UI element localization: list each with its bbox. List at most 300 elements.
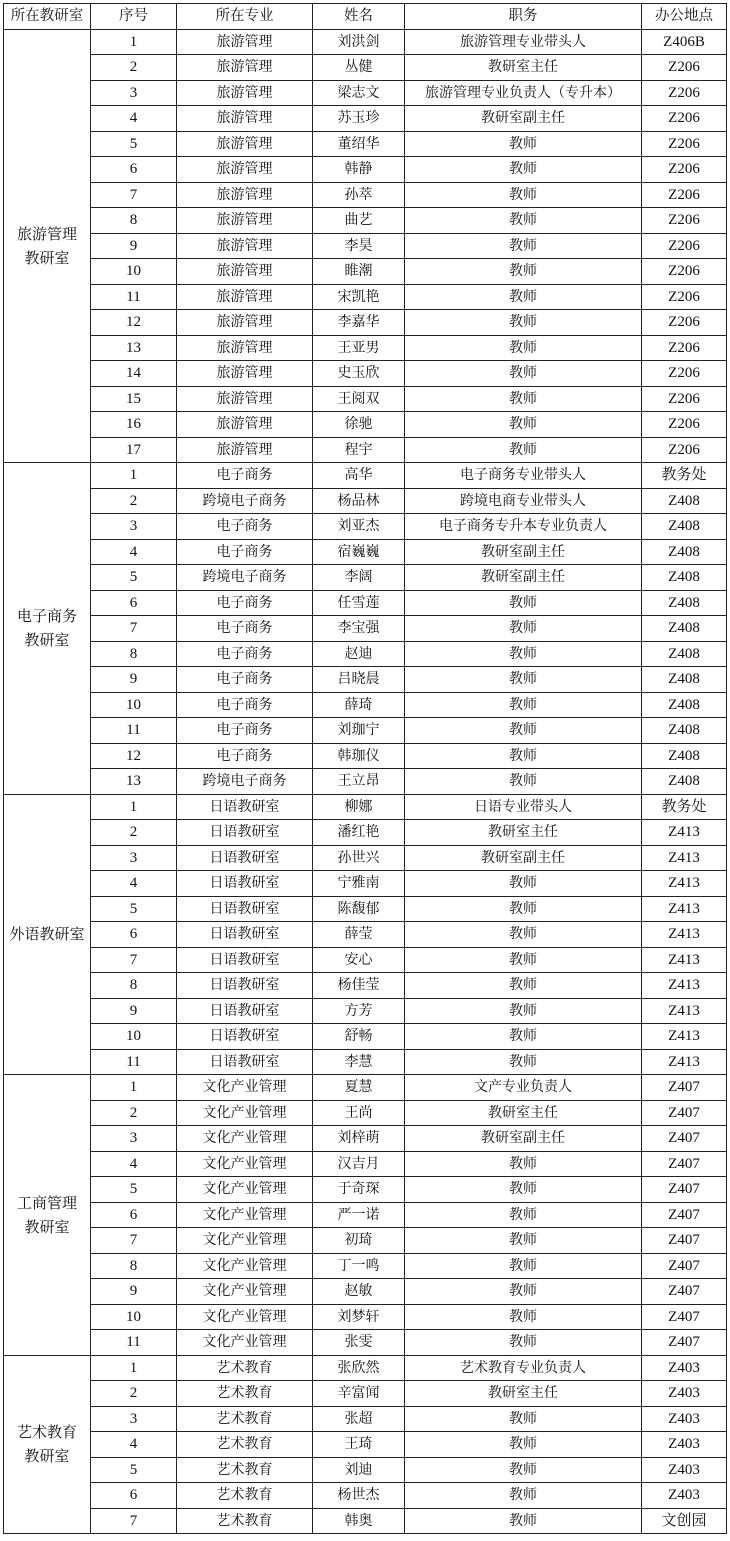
row-name: 安心 [313,947,405,973]
row-major: 艺术教育 [177,1381,313,1407]
row-name: 严一诺 [313,1202,405,1228]
department-label: 工商管理 [16,1193,77,1212]
row-office: Z413 [642,896,727,922]
table-row [4,437,727,463]
row-name: 高华 [313,463,405,489]
row-major: 日语教研室 [177,845,313,871]
row-name: 韩珈仪 [313,743,405,769]
row-major: 艺术教育 [177,1483,313,1509]
header-office: 办公地点 [642,4,727,30]
row-office: Z413 [642,922,727,948]
row-name: 李慧 [313,1049,405,1075]
row-position: 教师 [405,922,642,948]
row-number: 5 [91,565,177,591]
table-row [4,386,727,412]
table-row [4,259,727,285]
row-position: 教师 [405,1304,642,1330]
row-major: 旅游管理 [177,29,313,55]
row-position: 教师 [405,1279,642,1305]
row-name: 史玉欣 [313,361,405,387]
row-name: 丛健 [313,55,405,81]
row-name: 董绍华 [313,131,405,157]
row-number: 5 [91,1457,177,1483]
row-major: 旅游管理 [177,386,313,412]
row-major: 旅游管理 [177,361,313,387]
row-position: 教师 [405,1049,642,1075]
row-name: 李阔 [313,565,405,591]
row-number: 2 [91,55,177,81]
row-office: Z413 [642,947,727,973]
table-row [4,1100,727,1126]
table-row [4,794,727,820]
row-position: 日语专业带头人 [405,794,642,820]
row-major: 文化产业管理 [177,1304,313,1330]
row-name: 任雪莲 [313,590,405,616]
row-major: 文化产业管理 [177,1075,313,1101]
department-label: 教研室 [24,248,70,267]
row-number: 8 [91,973,177,999]
table-row [4,1432,727,1458]
table-row [4,743,727,769]
department-cell [4,1075,91,1356]
row-office: Z408 [642,641,727,667]
row-office: Z406B [642,29,727,55]
row-major: 旅游管理 [177,335,313,361]
row-name: 张雯 [313,1330,405,1356]
row-major: 文化产业管理 [177,1202,313,1228]
row-name: 孙萃 [313,182,405,208]
table-row [4,667,727,693]
row-major: 文化产业管理 [177,1330,313,1356]
row-office: Z413 [642,1024,727,1050]
row-number: 3 [91,845,177,871]
row-major: 文化产业管理 [177,1100,313,1126]
row-name: 潘红艳 [313,820,405,846]
row-position: 教师 [405,310,642,336]
row-position: 教师 [405,871,642,897]
table-row [4,1483,727,1509]
row-number: 4 [91,106,177,132]
row-name: 刘亚杰 [313,514,405,540]
table-row [4,1355,727,1381]
row-number: 9 [91,1279,177,1305]
row-office: 教务处 [642,463,727,489]
row-number: 6 [91,922,177,948]
row-name: 王琦 [313,1432,405,1458]
row-name: 夏慧 [313,1075,405,1101]
table-header [4,4,727,30]
row-major: 日语教研室 [177,1024,313,1050]
row-position: 教研室副主任 [405,845,642,871]
row-office: Z403 [642,1483,727,1509]
header-name: 姓名 [313,4,405,30]
staff-table [3,3,727,1534]
row-major: 文化产业管理 [177,1177,313,1203]
row-office: Z408 [642,514,727,540]
row-position: 教师 [405,1508,642,1534]
row-name: 薛琦 [313,692,405,718]
row-major: 旅游管理 [177,106,313,132]
department-label: 电子商务 [16,607,77,626]
row-major: 文化产业管理 [177,1151,313,1177]
row-major: 电子商务 [177,463,313,489]
table-row [4,514,727,540]
row-position: 教师 [405,284,642,310]
row-office: 文创园 [642,1508,727,1534]
table-row [4,769,727,795]
row-name: 程宇 [313,437,405,463]
row-number: 1 [91,463,177,489]
row-number: 11 [91,284,177,310]
row-office: Z206 [642,55,727,81]
department-label: 教研室 [24,1447,70,1466]
row-number: 5 [91,896,177,922]
row-office: Z408 [642,667,727,693]
row-position: 教师 [405,361,642,387]
row-name: 王尚 [313,1100,405,1126]
row-major: 日语教研室 [177,896,313,922]
row-position: 教师 [405,1330,642,1356]
row-office: Z413 [642,871,727,897]
row-office: Z206 [642,106,727,132]
table-row [4,871,727,897]
row-number: 9 [91,233,177,259]
row-name: 赵迪 [313,641,405,667]
row-number: 9 [91,667,177,693]
row-major: 跨境电子商务 [177,769,313,795]
row-name: 王立昂 [313,769,405,795]
row-number: 3 [91,514,177,540]
row-name: 李嘉华 [313,310,405,336]
row-office: Z407 [642,1330,727,1356]
row-office: Z403 [642,1406,727,1432]
row-number: 3 [91,80,177,106]
row-office: Z407 [642,1253,727,1279]
row-major: 旅游管理 [177,131,313,157]
row-position: 旅游管理专业负责人（专升本） [405,80,642,106]
row-major: 文化产业管理 [177,1228,313,1254]
row-major: 旅游管理 [177,310,313,336]
table-row [4,1228,727,1254]
header-department: 所在教研室 [4,4,91,30]
row-office: Z206 [642,386,727,412]
row-name: 孙世兴 [313,845,405,871]
row-office: Z403 [642,1432,727,1458]
row-office: Z206 [642,310,727,336]
row-number: 4 [91,539,177,565]
row-position: 教师 [405,1432,642,1458]
row-major: 日语教研室 [177,998,313,1024]
row-number: 7 [91,947,177,973]
table-row [4,1177,727,1203]
row-major: 艺术教育 [177,1457,313,1483]
table-row [4,361,727,387]
row-position: 教研室主任 [405,55,642,81]
department-cell [4,1355,91,1534]
row-position: 教师 [405,386,642,412]
row-position: 教师 [405,590,642,616]
row-number: 4 [91,871,177,897]
table-row [4,157,727,183]
department-label: 教研室 [24,631,70,650]
row-office: Z407 [642,1126,727,1152]
row-number: 14 [91,361,177,387]
row-office: Z407 [642,1151,727,1177]
row-number: 8 [91,1253,177,1279]
table-row [4,1508,727,1534]
table-row [4,488,727,514]
row-office: Z206 [642,361,727,387]
row-office: Z413 [642,998,727,1024]
row-office: Z206 [642,157,727,183]
row-number: 3 [91,1406,177,1432]
table-row [4,718,727,744]
row-position: 教师 [405,769,642,795]
table-row [4,463,727,489]
row-name: 王亚男 [313,335,405,361]
row-number: 7 [91,182,177,208]
row-number: 6 [91,1202,177,1228]
row-position: 教研室副主任 [405,565,642,591]
row-office: Z403 [642,1381,727,1407]
table-body [4,29,727,1534]
row-position: 教师 [405,947,642,973]
row-name: 宁雅南 [313,871,405,897]
row-number: 3 [91,1126,177,1152]
row-number: 2 [91,1381,177,1407]
row-major: 日语教研室 [177,973,313,999]
table-row [4,1304,727,1330]
row-number: 4 [91,1432,177,1458]
department-label: 艺术教育 [16,1423,77,1442]
row-office: Z206 [642,80,727,106]
row-office: Z206 [642,284,727,310]
table-row [4,208,727,234]
table-row [4,565,727,591]
row-name: 辛富闻 [313,1381,405,1407]
row-major: 日语教研室 [177,1049,313,1075]
row-major: 日语教研室 [177,794,313,820]
row-major: 旅游管理 [177,182,313,208]
row-name: 杨佳莹 [313,973,405,999]
row-position: 教师 [405,259,642,285]
row-office: Z206 [642,182,727,208]
row-position: 教师 [405,1253,642,1279]
table-row [4,106,727,132]
row-position: 教师 [405,743,642,769]
row-position: 教师 [405,896,642,922]
row-major: 日语教研室 [177,947,313,973]
table-row [4,1049,727,1075]
row-number: 13 [91,769,177,795]
row-position: 教师 [405,1202,642,1228]
row-position: 文产专业负责人 [405,1075,642,1101]
row-position: 电子商务专升本专业负责人 [405,514,642,540]
table-row [4,539,727,565]
row-position: 教师 [405,233,642,259]
row-major: 电子商务 [177,514,313,540]
row-position: 艺术教育专业负责人 [405,1355,642,1381]
department-label: 旅游管理 [16,224,77,243]
row-major: 文化产业管理 [177,1253,313,1279]
table-row [4,973,727,999]
table-row [4,947,727,973]
row-major: 跨境电子商务 [177,488,313,514]
row-name: 舒畅 [313,1024,405,1050]
row-office: Z413 [642,973,727,999]
row-position: 教师 [405,157,642,183]
row-office: Z408 [642,743,727,769]
row-position: 教研室副主任 [405,1126,642,1152]
row-major: 艺术教育 [177,1508,313,1534]
row-number: 7 [91,1228,177,1254]
row-name: 刘珈宁 [313,718,405,744]
row-position: 教研室副主任 [405,106,642,132]
row-position: 教师 [405,973,642,999]
row-office: Z407 [642,1228,727,1254]
row-office: Z408 [642,616,727,642]
row-office: Z206 [642,335,727,361]
table-row [4,182,727,208]
row-name: 李昊 [313,233,405,259]
row-number: 16 [91,412,177,438]
row-name: 方芳 [313,998,405,1024]
row-number: 6 [91,590,177,616]
row-office: Z408 [642,692,727,718]
department-label: 教研室 [24,1217,70,1236]
row-name: 苏玉珍 [313,106,405,132]
table-row [4,998,727,1024]
row-position: 教师 [405,412,642,438]
row-name: 刘洪剑 [313,29,405,55]
row-number: 5 [91,1177,177,1203]
table-row [4,641,727,667]
row-number: 4 [91,1151,177,1177]
department-cell [4,463,91,795]
table-row [4,896,727,922]
row-number: 11 [91,1330,177,1356]
row-position: 教师 [405,1228,642,1254]
row-number: 7 [91,1508,177,1534]
row-major: 电子商务 [177,539,313,565]
row-major: 艺术教育 [177,1432,313,1458]
table-row [4,1330,727,1356]
table-row [4,310,727,336]
row-major: 电子商务 [177,718,313,744]
row-number: 2 [91,820,177,846]
row-position: 教师 [405,208,642,234]
row-number: 15 [91,386,177,412]
row-major: 日语教研室 [177,922,313,948]
row-position: 教研室主任 [405,1100,642,1126]
row-major: 艺术教育 [177,1355,313,1381]
header-row [4,4,727,30]
row-position: 教师 [405,692,642,718]
row-office: Z407 [642,1100,727,1126]
row-major: 文化产业管理 [177,1126,313,1152]
table-row [4,1151,727,1177]
row-name: 丁一鸣 [313,1253,405,1279]
row-office: Z206 [642,208,727,234]
row-office: Z407 [642,1304,727,1330]
table-row [4,1253,727,1279]
table-row [4,845,727,871]
row-name: 杨品林 [313,488,405,514]
row-position: 教师 [405,1483,642,1509]
row-name: 李宝强 [313,616,405,642]
row-office: Z407 [642,1075,727,1101]
row-name: 薛莹 [313,922,405,948]
row-number: 10 [91,692,177,718]
row-office: Z403 [642,1355,727,1381]
row-number: 11 [91,718,177,744]
row-major: 旅游管理 [177,157,313,183]
row-position: 教师 [405,1151,642,1177]
row-major: 旅游管理 [177,284,313,310]
row-office: Z206 [642,412,727,438]
row-number: 11 [91,1049,177,1075]
row-name: 韩奥 [313,1508,405,1534]
row-name: 王阅双 [313,386,405,412]
row-major: 日语教研室 [177,871,313,897]
row-position: 教师 [405,718,642,744]
row-number: 17 [91,437,177,463]
table-row [4,412,727,438]
row-name: 梁志文 [313,80,405,106]
table-row [4,1279,727,1305]
row-major: 旅游管理 [177,208,313,234]
row-position: 教师 [405,998,642,1024]
row-major: 日语教研室 [177,820,313,846]
table-row [4,820,727,846]
row-office: Z407 [642,1279,727,1305]
row-major: 旅游管理 [177,233,313,259]
row-major: 旅游管理 [177,80,313,106]
row-name: 于奇琛 [313,1177,405,1203]
row-office: Z206 [642,233,727,259]
row-major: 电子商务 [177,590,313,616]
row-number: 5 [91,131,177,157]
row-number: 2 [91,1100,177,1126]
header-major: 所在专业 [177,4,313,30]
row-number: 7 [91,616,177,642]
row-number: 9 [91,998,177,1024]
row-major: 旅游管理 [177,55,313,81]
row-number: 1 [91,1075,177,1101]
row-position: 教师 [405,616,642,642]
row-office: Z413 [642,820,727,846]
row-name: 宋凯艳 [313,284,405,310]
row-name: 刘迪 [313,1457,405,1483]
table-row [4,922,727,948]
row-office: Z408 [642,565,727,591]
row-position: 教师 [405,1177,642,1203]
row-office: Z407 [642,1177,727,1203]
row-position: 教师 [405,1024,642,1050]
row-number: 8 [91,641,177,667]
table-row [4,692,727,718]
table-row [4,1075,727,1101]
row-position: 教师 [405,335,642,361]
row-number: 12 [91,743,177,769]
row-major: 电子商务 [177,641,313,667]
row-office: Z413 [642,845,727,871]
row-office: Z206 [642,131,727,157]
row-name: 杨世杰 [313,1483,405,1509]
row-office: Z408 [642,718,727,744]
row-office: Z407 [642,1202,727,1228]
row-number: 12 [91,310,177,336]
